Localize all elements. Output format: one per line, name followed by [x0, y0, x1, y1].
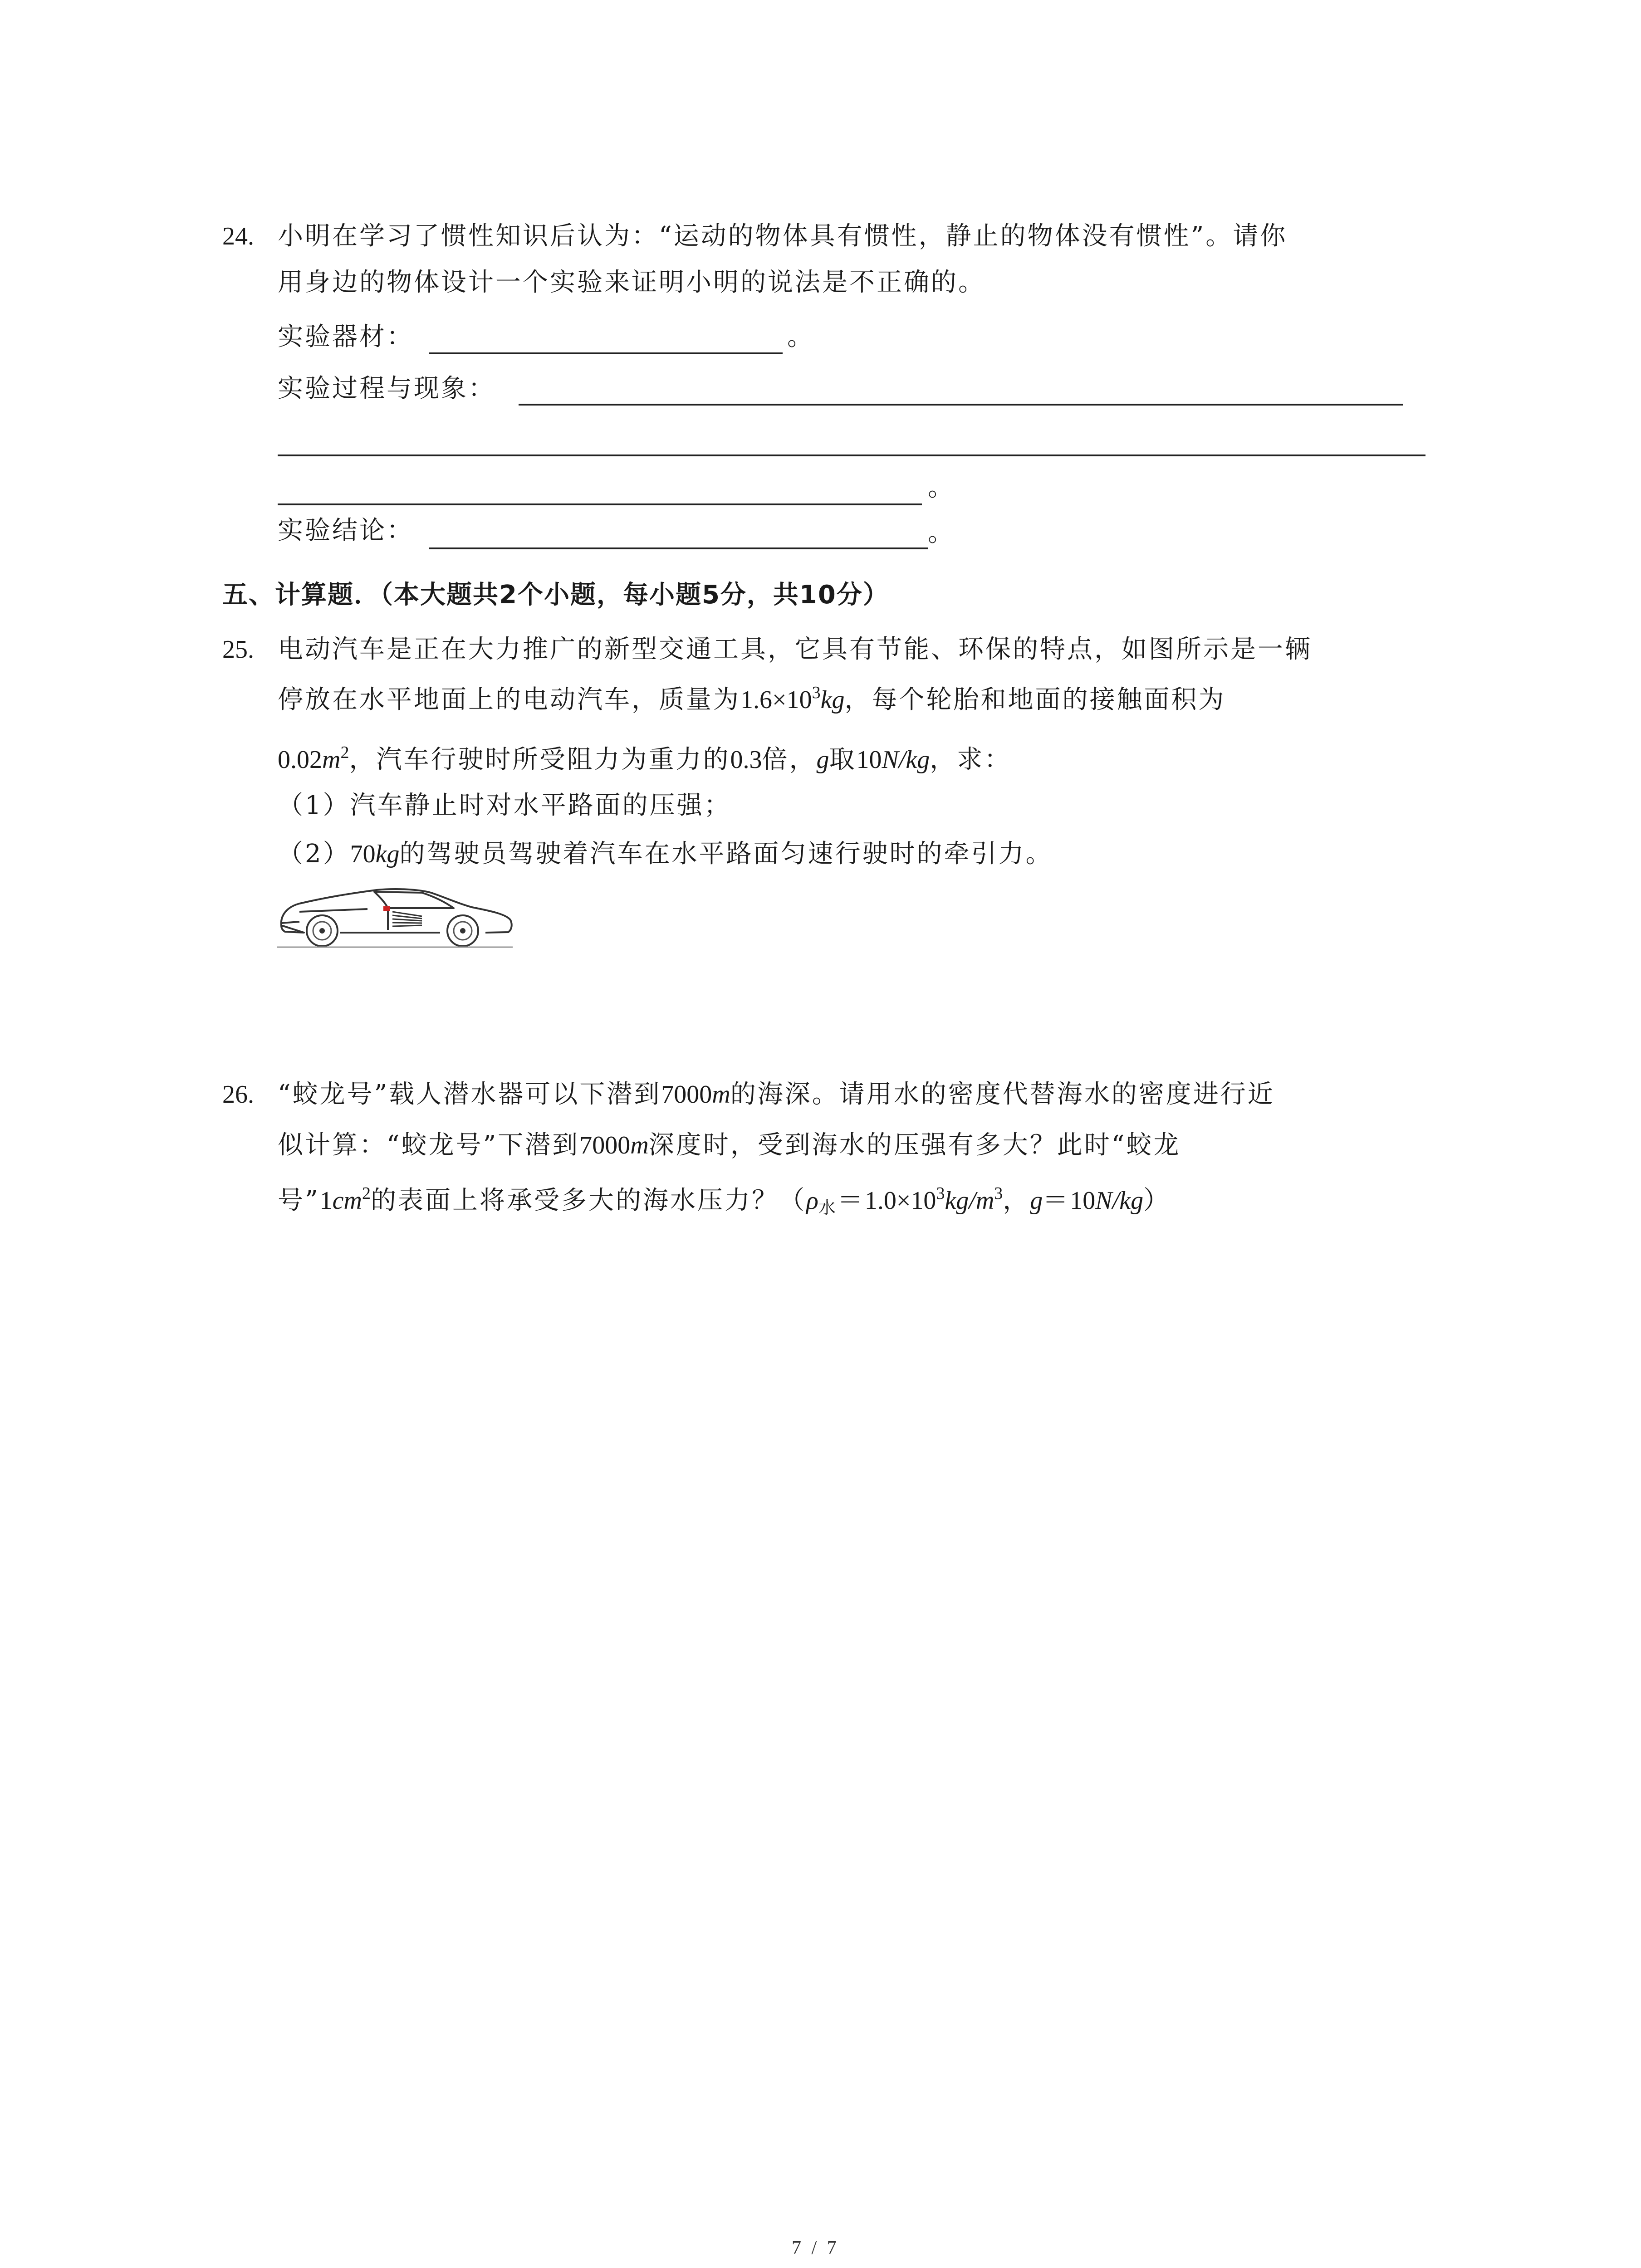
q24-equipment-label: 实验器材：	[278, 322, 414, 352]
q26-line1: “蛟龙号”载人潜水器可以下潜到7000m的海深。请用水的密度代替海水的密度进行近	[278, 1080, 1275, 1109]
q24-process-blank-2[interactable]	[278, 455, 1425, 456]
q25-line1: 电动汽车是正在大力推广的新型交通工具，它具有节能、环保的特点，如图所示是一辆	[278, 635, 1312, 664]
q26-line3: 号$”1cm^2$的表面上将承受多大的海水压力？（$\rho_水=1.0\times 10^3kg/m^3$，g＝10N/kg）	[278, 1184, 1171, 1217]
q26-number: 26.	[222, 1080, 254, 1109]
q26-line2: 似计算：“蛟龙号”下潜到7000m深度时，受到海水的压强有多大？此时“蛟龙	[278, 1130, 1181, 1160]
page-number: 7 / 7	[792, 2238, 839, 2258]
q25-sub2: （2）70kg的驾驶员驾驶着汽车在水平路面匀速行驶时的牵引力。	[278, 839, 1053, 869]
q25-number: 25.	[222, 635, 254, 664]
q24-process-period: 。	[928, 473, 955, 502]
q24-process-blank-3[interactable]	[278, 503, 922, 505]
q24-line1: 小明在学习了惯性知识后认为：“运动的物体具有惯性，静止的物体没有惯性”。请你	[278, 221, 1288, 251]
q24-line2: 用身边的物体设计一个实验来证明小明的说法是不正确的。	[278, 268, 985, 297]
q25-line2: 停放在水平地面上的电动汽车，质量为$1.6\times 10^3kg$，每个轮胎和地面的接触面积为	[278, 683, 1226, 714]
q24-conclusion-period: 。	[928, 518, 955, 547]
electric-car-icon	[272, 880, 517, 948]
section5-heading: 五、计算题．（本大题共2个小题，每小题5分，共10分）	[222, 580, 889, 610]
q24-process-label: 实验过程与现象：	[278, 374, 495, 403]
q24-process-blank-1[interactable]	[519, 404, 1403, 406]
q24-number: 24.	[222, 222, 254, 250]
q24-conclusion-blank[interactable]	[429, 547, 928, 549]
q25-line3: $0.02m^2$，汽车行驶时所受阻力为重力的0.3倍，g取10N/kg，求：	[278, 743, 1012, 774]
q25-sub1: （1）汽车静止时对水平路面的压强；	[278, 791, 731, 820]
q24-conclusion-label: 实验结论：	[278, 516, 414, 545]
q24-equipment-blank[interactable]	[429, 352, 783, 354]
q24-equipment-period: 。	[787, 322, 814, 352]
